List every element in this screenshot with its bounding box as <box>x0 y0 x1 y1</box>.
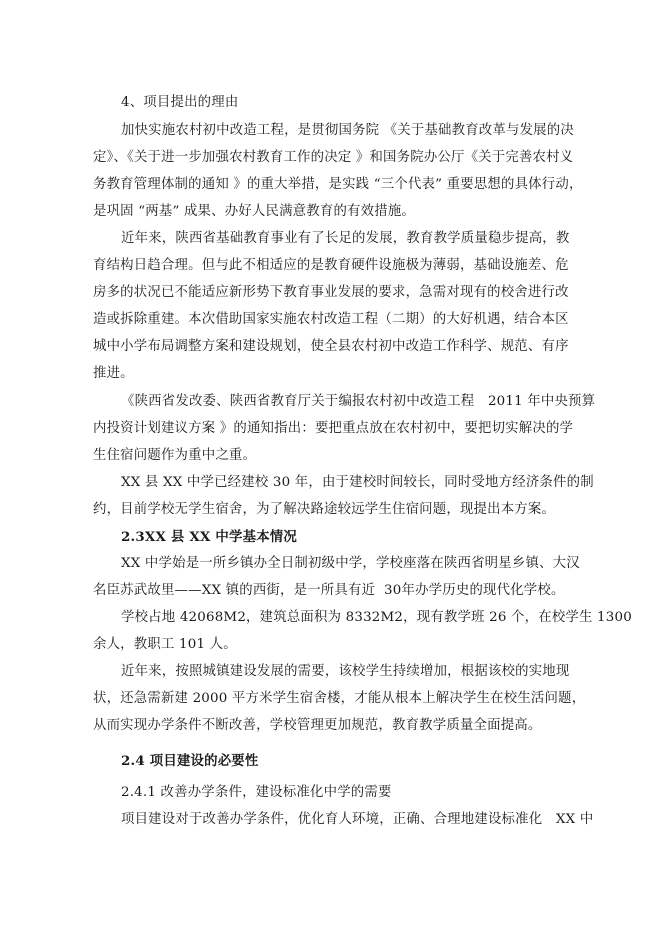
section-4-title: 4、项目提出的理由 <box>121 95 239 110</box>
p7-line-1: 近年来，按照城镇建设发展的需要，该校学生持续增加，根据该校的实地现 <box>121 664 570 679</box>
p7-line-3: 从而实现办学条件不断改善，学校管理更加规范，教育教学质量全面提高。 <box>93 718 542 733</box>
p5-line-1: XX 中学始是一所乡镇办全日制初级中学，学校座落在陕西省明星乡镇、大汉 <box>121 556 580 571</box>
p2-line-5: 城中小学布局调整方案和建设规划，使全县农村初中改造工作科学、规范、有序 <box>93 339 569 354</box>
p2-line-3: 房多的状况已不能适应新形势下教育事业发展的要求，急需对现有的校舍进行改 <box>93 285 569 300</box>
p5-line-2: 名臣苏武故里——XX 镇的西街，是一所具有近 30年办学历史的现代化学校。 <box>93 583 565 598</box>
p4-line-2: 约，目前学校无学生宿舍，为了解决路途较远学生住宿问题，现提出本方案。 <box>93 502 556 517</box>
p3-line-1: 《陕西省发改委、陕西省教育厅关于编报农村初中改造工程 2011 年中央预算 <box>121 394 596 409</box>
section-2-4-1-title: 2.4.1 改善办学条件，建设标准化中学的需要 <box>121 785 392 800</box>
p3-line-2: 内投资计划建议方案 》的通知指出：要把重点放在农村初中，要把切实解决的学 <box>93 421 574 436</box>
p2-line-6: 推进。 <box>93 366 134 381</box>
section-2-3-title: 2.3XX 县 XX 中学基本情况 <box>121 529 297 545</box>
p7-line-2: 状，还急需新建 2000 平方米学生宿舍楼，才能从根本上解决学生在校生活问题， <box>93 691 586 706</box>
p1-line-1: 加快实施农村初中改造工程，是贯彻国务院 《关于基础教育改革与发展的决 <box>121 123 574 138</box>
p6-line-1: 学校占地 42068M2，建筑总面积为 8332M2，现有教学班 26 个，在校学生 1300 <box>121 610 632 625</box>
p1-line-4: 是巩固 “两基” 成果、办好人民满意教育的有效措施。 <box>93 204 415 219</box>
p2-line-2: 育结构日趋合理。但与此不相适应的是教育硬件设施极为薄弱，基础设施差、危 <box>93 258 569 273</box>
p8-line-1: 项目建设对于改善办学条件，优化育人环境，正确、合理地建设标准化 XX 中 <box>121 812 594 827</box>
p1-line-2: 定》、《关于进一步加强农村教育工作的决定 》和国务院办公厅《关于完善农村义 <box>93 150 574 165</box>
p2-line-4: 造或拆除重建。本次借助国家实施农村改造工程（二期）的大好机遇，结合本区 <box>93 312 569 327</box>
p4-line-1: XX 县 XX 中学已经建校 30 年，由于建校时间较长，同时受地方经济条件的制 <box>121 475 594 490</box>
p6-line-2: 余人，教职工 101 人。 <box>93 637 237 652</box>
section-2-4-title: 2.4 项目建设的必要性 <box>121 753 259 769</box>
p1-line-3: 务教育管理体制的通知 》的重大举措，是实践 “三个代表” 重要思想的具体行动， <box>93 177 583 192</box>
p2-line-1: 近年来，陕西省基础教育事业有了长足的发展，教育教学质量稳步提高，教 <box>121 231 570 246</box>
p3-line-3: 生住宿问题作为重中之重。 <box>93 448 257 463</box>
